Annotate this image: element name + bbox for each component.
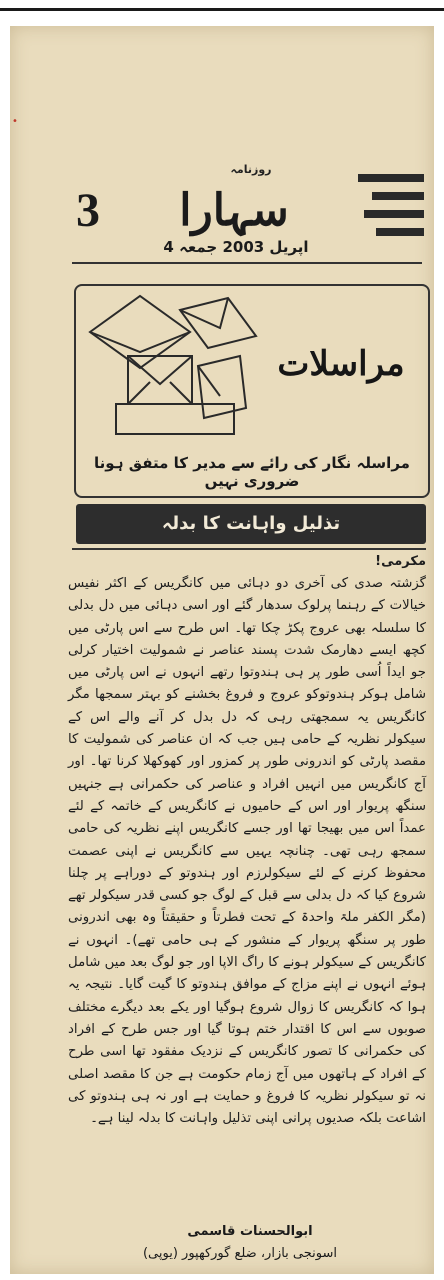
headline-rule xyxy=(72,548,426,550)
newspaper-clipping xyxy=(10,26,434,1274)
masthead xyxy=(10,26,434,286)
ink-mark: • xyxy=(12,116,18,127)
salutation: مکرمی! xyxy=(375,554,426,569)
headline-band xyxy=(76,504,426,544)
masthead-bars-logo xyxy=(358,174,424,246)
date-line: 4 اپریل 2003 جمعہ xyxy=(163,238,309,256)
editorial-disclaimer: مراسلہ نگار کی رائے سے مدیر کا متفق ہونا ضروری نہیں xyxy=(94,454,410,490)
section-header-box xyxy=(74,284,430,498)
masthead-rule xyxy=(72,262,422,264)
envelopes-icon xyxy=(80,292,260,440)
letter-text: گزشتہ صدی کی آخری دو دہائی میں کانگریس کے اکثر نفیس خیالات کے رہنما پرلوک سدھار گئے اور اسی دہائی میں دل بدلی کا سلسلہ بھی عروج پکڑ چکا تھا۔ اس طرح سے اس پارٹی میں کچھ ایسے دھارمک شدت پسند عناصر نے شمولیت اختیار کرلی جو ایداً اُسی طور پر ہی ہندوتوا رتھے انہوں نے اس پارٹی میں شامل ہوکر ہندوتوکو عروج و فروغ بخشنے کو بہتر سمجھا مگر کانگریس یہ سمجھتی رہی کہ دل بدل کر آنے والے اس کے سیکولر نظریہ کے حامی ہیں جب کہ ان عناصر کی شمولیت کا مقصد پارٹی کو اندرونی طور پر کمزور اور کھوکھلا کرنا تھا۔ اور آج کانگریس میں انہیں افراد و عناصر کی حکمرانی ہے جنہیں سنگھ پریوار اور اس کے حامیوں نے کانگریس کے خاتمہ کے لئے عمداً اس میں بھیجا تھا اور جسے کانگریس اپنے نظریہ کی حامی سمجھ رہی تھی۔ چنانچہ یہیں سے کانگریس نے اپنی عصمت محفوظ کرنے کے لئے سیکولرزم اور ہندوتو کے دوراہے پر چلنا شروع کیا کہ دل بدلی سے قبل کے لوگ جو کسی قدر سیکولر تھے (مگر الکفر ملۃ واحدۃ کے تحت فطرتاً و حقیقتاً وہ بھی اندرونی طور پر سنگھ پریوار کے منشور کے ہی حامی تھے)۔ انہوں نے کانگریس کے سیکولر ہونے کا راگ الاپا اور جو لوگ بعد میں شامل ہوئے انہوں نے اپنے مزاج کے موافق ہندوتو کا گیت گایا۔ نتیجہ یہ ہوا کہ کانگریس کا زوال شروع ہوگیا اور یکے بعد دیگرے مختلف صوبوں سے اس کا اقتدار ختم ہوتا گیا اور جس طرح کے افراد کی حکمرانی کا تصور کانگریس کے نزدیک مفقود تھا اسی طرح کے افراد کے ہاتھوں میں آج زمام حکومت ہے جن کا مقصد اصلی نہ تو سیکولر نظریہ کا فروغ و حمایت ہے اور نہ ہی ہندوتو کی اشاعت بلکہ صدیوں پرانی اپنی تذلیل واہانت کا بدلہ لینا ہے۔ xyxy=(68,576,426,1127)
section-title: مراسلات xyxy=(277,344,405,384)
newspaper-name: سہارا xyxy=(179,185,289,236)
letter-headline: تذلیل واہانت کا بدلہ xyxy=(161,513,341,534)
author-name: ابوالحسنات قاسمی xyxy=(187,1224,313,1239)
daily-label: روزنامہ xyxy=(230,163,272,176)
page-top-rule xyxy=(0,8,444,11)
author-place: اسونجی بازار، ضلع گورکھپور (یوپی) xyxy=(142,1246,337,1261)
edition-number: 3 xyxy=(76,184,100,237)
letter-body xyxy=(68,554,426,1130)
